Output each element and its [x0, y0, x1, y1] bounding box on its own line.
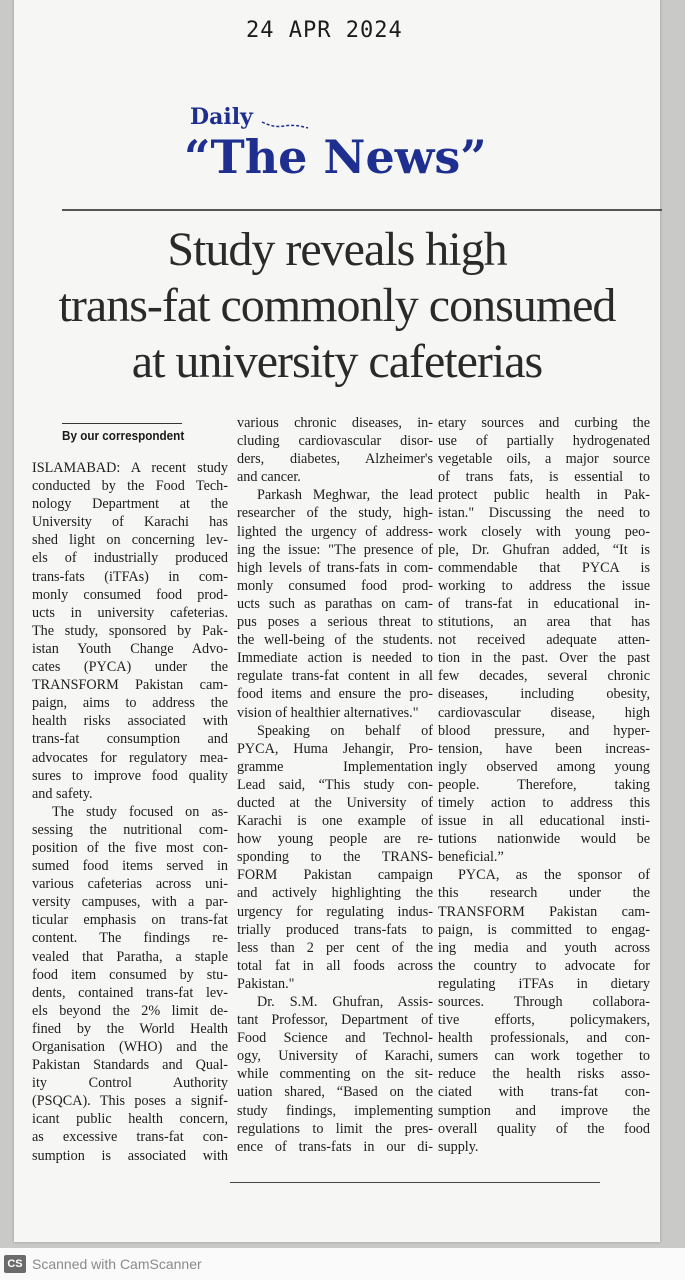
article-text-line: paign, is committed to engag- — [438, 921, 650, 938]
camscanner-logo-icon: CS — [4, 1255, 26, 1273]
article-text-line: PYCA, as the sponsor of — [458, 867, 650, 884]
article-text-line: and safety. — [32, 785, 93, 802]
article-text-line: ingly observed among young — [438, 758, 650, 775]
article-text-line: vealed that Paratha, a staple — [32, 948, 228, 965]
article-text-line: how young people are re- — [237, 831, 433, 848]
article-text-line: regulations to limit the pres- — [237, 1120, 433, 1137]
article-headline — [14, 222, 660, 390]
article-text-line: cluding cardiovascular disor- — [237, 433, 433, 450]
article-text-line: els beyond the 2% limit de- — [32, 1002, 228, 1019]
article-text-line: tension, have been increas- — [438, 740, 650, 757]
article-text-line: Karachi is one example of — [237, 813, 433, 830]
article-text-line: sources. Through collabora- — [438, 994, 650, 1010]
article-text-line: uation shared, “Based on the — [237, 1084, 433, 1101]
article-text-line: sessing the nutritional com- — [32, 821, 228, 838]
article-text-line: as excessive trans-fat con- — [32, 1129, 228, 1146]
article-text-line: of trans-fat in educational in- — [438, 595, 650, 612]
article-text-line: The study, sponsored by Pak- — [32, 622, 228, 639]
article-text-line: Dr. S.M. Ghufran, Assis- — [257, 994, 433, 1010]
article-text-line: sponding to the TRANS- — [237, 849, 433, 866]
article-text-line: sumption is associated with — [32, 1147, 228, 1164]
article-text-line: paign, aims to address the — [32, 695, 228, 712]
masthead-label: Daily — [190, 104, 253, 130]
article-text-line: working to address the issue — [438, 577, 650, 594]
article-text-line: icant public health concern, — [32, 1111, 228, 1128]
article-text-line: while commenting on the sit- — [237, 1066, 433, 1083]
article-text-line: food item consumed by stu- — [32, 966, 228, 983]
article-text-line: versity campuses, with a par- — [32, 894, 228, 911]
article-text-line: monly consumed food prod- — [237, 577, 433, 594]
article-text-line: cardiovascular disease, high — [438, 704, 650, 721]
article-text-line: regulate trans-fat content in all — [237, 668, 433, 685]
article-text-line: ducted at the University of — [237, 794, 433, 811]
article-text-line: (PSQCA). This poses a signif- — [32, 1093, 228, 1110]
article-text-line: food items and ensure the pro- — [237, 686, 433, 703]
article-text-line: the country to advocate for — [438, 957, 650, 974]
article-text-line: reduce the health risks asso- — [438, 1066, 650, 1083]
article-text-line: tant Professor, Department of — [237, 1012, 433, 1029]
article-text-line: gramme Implementation — [237, 758, 433, 775]
article-text-line: ing media and youth across — [438, 939, 650, 956]
article-text-line: ucts such as parathas on cam- — [237, 595, 433, 612]
article-text-line: istan." Discussing the need to — [438, 505, 650, 522]
article-text-line: Pakistan Standards and Qual- — [32, 1057, 228, 1074]
article-text-line: health professionals, and con- — [438, 1030, 650, 1047]
article-text-line: health risks associated with — [32, 713, 228, 730]
article-text-line: sumed food items served in — [32, 858, 228, 875]
article-text-line: issue in all educational insti- — [438, 813, 650, 830]
article-text-line: Lead said, “This study con- — [237, 776, 433, 793]
article-text-line: sures to improve food quality — [32, 767, 228, 784]
article-column-3 — [438, 414, 650, 1156]
article-text-line: commendable that PYCA is — [438, 559, 650, 576]
article-text-line: trans-fat consumption and — [32, 731, 228, 748]
swash-ornament — [260, 118, 310, 130]
article-text-line: not received adequate atten- — [438, 632, 650, 649]
article-text-line: this research under the — [438, 885, 650, 902]
article-text-line: nology Department at the — [32, 496, 228, 513]
article-text-line: timely action to address this — [438, 794, 650, 811]
article-text-line: TRANSFORM Pakistan cam- — [32, 677, 228, 694]
article-text-line: Immediate action is needed to — [237, 650, 433, 667]
article-text-line: position of the five most con- — [32, 839, 228, 856]
article-text-line: ence of trans-fats in our di- — [237, 1138, 433, 1155]
article-text-line: advocates for regulatory mea- — [32, 749, 228, 766]
article-text-line: few decades, several chronic — [438, 668, 650, 685]
article-text-line: University of Karachi has — [32, 514, 228, 531]
headline-line: at university cafeterias — [131, 335, 543, 388]
article-text-line: various cafeterias across uni- — [32, 876, 228, 893]
masthead-rule — [62, 209, 662, 211]
article-text-line: diseases, including obesity, — [438, 686, 650, 703]
article-text-line: els of industrially produced — [32, 550, 228, 567]
article-text-line: istan Youth Change Advo- — [32, 640, 228, 657]
article-text-line: monly consumed food prod- — [32, 586, 228, 603]
article-text-line: vision of healthier alternatives." — [237, 704, 419, 721]
article-text-line: Speaking on behalf of — [257, 722, 433, 739]
article-text-line: The study focused on as- — [52, 803, 228, 820]
article-text-line: high levels of trans-fats in com- — [237, 559, 433, 576]
byline: By our correspondent — [62, 428, 185, 443]
article-text-line: tive efforts, policymakers, — [438, 1012, 650, 1029]
article-text-line: TRANSFORM Pakistan cam- — [438, 903, 650, 920]
headline-line: Study reveals high — [167, 223, 507, 276]
article-text-line: overall quality of the food — [438, 1120, 650, 1137]
article-text-line: use of partially hydrogenated — [438, 433, 650, 450]
article-text-line: protect public health in Pak- — [438, 487, 650, 504]
article-text-line: fined by the World Health — [32, 1020, 228, 1037]
article-text-line: FORM Pakistan campaign — [237, 867, 433, 884]
article-text-line: trans-fats (iTFAs) in com- — [32, 568, 228, 585]
article-text-line: stitutions, an area that has — [438, 614, 650, 631]
article-text-line: total fat in all foods across — [237, 957, 433, 974]
article-text-line: sumption and improve the — [438, 1102, 650, 1119]
article-text-line: ogy, University of Karachi, — [237, 1048, 433, 1065]
article-text-line: trially produced trans-fats to — [237, 921, 433, 938]
article-text-line: ity Control Authority — [32, 1075, 228, 1092]
byline-rule — [62, 423, 182, 424]
article-text-line: lighted the urgency of address- — [237, 523, 433, 540]
headline-line: trans-fat commonly consumed — [58, 279, 616, 332]
article-text-line: and cancer. — [237, 469, 301, 486]
article-text-line: less than 2 per cent of the — [237, 939, 433, 956]
article-text-line: sumers can work together to — [438, 1048, 650, 1065]
article-column-2 — [237, 414, 433, 1156]
article-text-line: Pakistan." — [237, 975, 295, 992]
article-text-line: ple, Dr. Ghufran added, “It is — [438, 541, 650, 558]
article-text-line: ders, diabetes, Alzheimer's — [237, 451, 433, 468]
article-text-line: cates (PYCA) under the — [32, 659, 228, 676]
article-text-line: ucts in university cafeterias. — [32, 604, 228, 621]
article-text-line: supply. — [438, 1138, 479, 1155]
article-end-rule — [230, 1182, 600, 1183]
article-text-line: PYCA, Huma Jehangir, Pro- — [237, 740, 433, 757]
article-text-line: conducted by the Food Tech- — [32, 478, 228, 495]
article-text-line: regulating iTFAs in dietary — [438, 975, 650, 992]
article-text-line: vegetable oils, a major source — [438, 451, 650, 468]
article-text-line: pus poses a serious threat to — [237, 614, 433, 631]
article-text-line: the well-being of the students. — [237, 632, 433, 649]
article-text-line: ISLAMABAD: A recent study — [32, 460, 228, 476]
article-text-line: ticular emphasis on trans-fat — [32, 912, 228, 929]
scanner-watermark-text: Scanned with CamScanner — [32, 1256, 202, 1272]
article-text-line: blood pressure, and hyper- — [438, 722, 650, 739]
article-text-line: Organisation (WHO) and the — [32, 1039, 228, 1055]
article-text-line: urgency for regulating indus- — [237, 903, 433, 920]
article-text-line: Parkash Meghwar, the lead — [257, 487, 433, 504]
article-text-line: researcher of the study, high- — [237, 505, 433, 522]
date-stamp: 24 APR 2024 — [246, 18, 403, 43]
article-text-line: work closely with young peo- — [438, 523, 650, 540]
article-text-line: people. Therefore, taking — [438, 776, 650, 793]
article-text-line: tion in the past. Over the past — [438, 650, 650, 667]
article-text-line: dents, contained trans-fat lev- — [32, 984, 228, 1001]
article-text-line: of trans fats, is essential to — [438, 469, 650, 486]
article-text-line: ing the issue: "The presence of — [237, 541, 433, 558]
article-text-line: etary sources and curbing the — [438, 415, 650, 431]
article-column-1 — [32, 459, 228, 1165]
article-text-line: Food Science and Technol- — [237, 1030, 433, 1047]
article-text-line: shed light on concerning lev- — [32, 532, 228, 549]
article-text-line: tutions nationwide would be — [438, 831, 650, 848]
article-text-line: ciated with trans-fat con- — [438, 1084, 650, 1101]
article-text-line: beneficial.” — [438, 849, 504, 866]
article-text-line: and actively highlighting the — [237, 885, 433, 902]
scanner-watermark-bar — [0, 1248, 685, 1280]
article-text-line: study findings, implementing — [237, 1102, 433, 1119]
masthead-title: “The News” — [184, 130, 487, 184]
article-text-line: content. The findings re- — [32, 930, 228, 947]
article-text-line: various chronic diseases, in- — [237, 415, 433, 431]
